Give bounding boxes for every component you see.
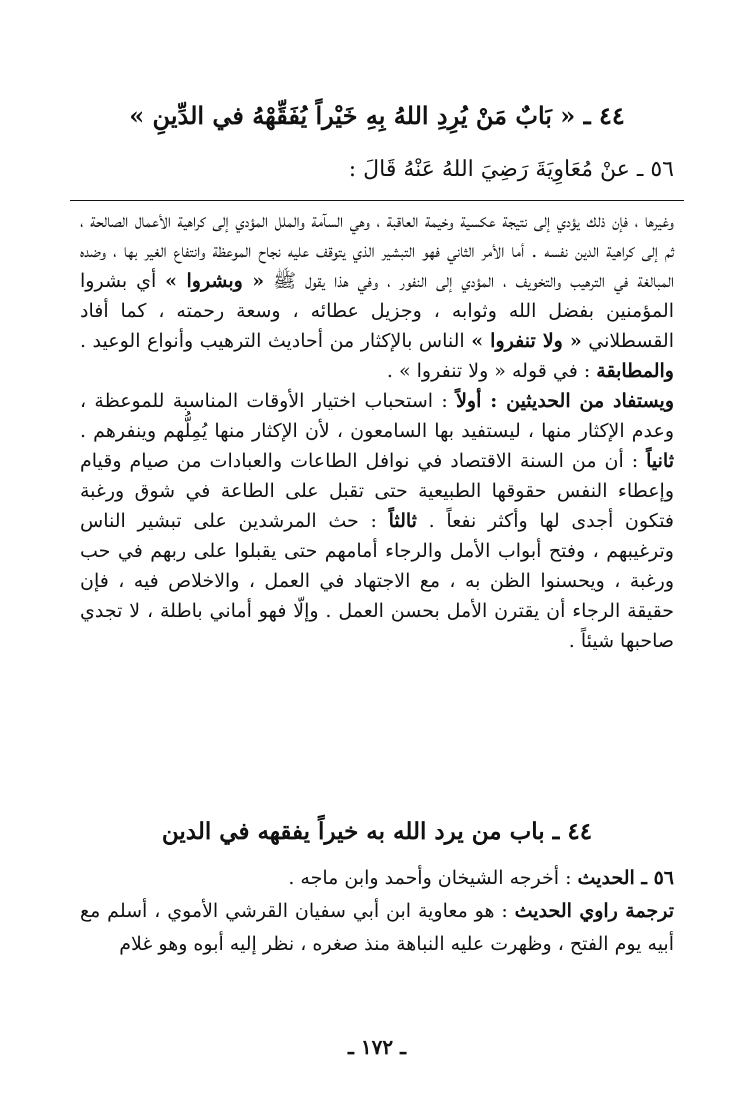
notes-label-hadith: ٥٦ ـ الحديث [577, 867, 674, 889]
p1-quote-bashshiru: « وبشروا » [165, 270, 265, 292]
commentary-text [80, 206, 674, 656]
hadith-intro: ٥٦ ـ عنْ مُعَاوِيَةَ رَضِيَ اللهُ عَنْهُ قَالَ : [348, 157, 674, 182]
page-number: ـ ١٧٢ ـ [348, 1035, 406, 1059]
hadith-notes [80, 862, 674, 961]
book-page [80, 0, 674, 1094]
p2-text-third: : حث المرشدين على تبشير الناس وترغيبهم ، وفتح أبواب الأمل والرجاء أمامهم حتى يقبلوا على ربهم في حب ورغبة ، ويحسنوا الظن به ، مع الاجتهاد في العمل ، والاخلاص فيه ، فإن حقيقة الرجاء أن يقترن الأمل بحسن العمل . وإلّا فهو أماني باطلة ، لا تجدي صاحبها شيئاً . [80, 510, 674, 652]
p2-text-first: : استحباب اختيار الأوقات المناسبة للموعظة ، وعدم الإكثار منها ، ليستفيد بها السامعون ، لأن الإكثار منها يُمِلُّهم وينفرهم . [80, 390, 674, 442]
chapter-heading-bottom: ٤٤ ـ باب من يرد الله به خيراً يفقهه في الدين [161, 818, 593, 845]
notes-label-narrator: ترجمة راوي الحديث [514, 900, 674, 922]
p1-mid: أي بشروا المؤمنين بفضل الله وثوابه ، وجزيل عطائه ، وسعة رحمته ، كما أفاد القسطلاني [80, 270, 674, 352]
p2-label-first: ويستفاد من الحديثين : أولاً [456, 390, 675, 412]
commentary-paragraph-1 [80, 206, 674, 386]
notes-line-2 [80, 895, 674, 961]
p1-main: وغيرها ، فإن ذلك يؤدي إلى نتيجة عكسية وخيمة العاقبة ، وهي السآمة والملل المؤدي إلى كراهية الأعمال الصالحة ، ثم إلى كراهية الدين نفسه . أما الأمر الثاني فهو التبشير الذي يتوقف عليه نجاح الموعظة وانتفاع الغير بها ، وضده المبالغة في الترهيب والتخويف ، المؤدي إلى النفور ، وفي هذا يقول ﷺ [80, 210, 674, 292]
p1-label-mutabaqa: والمطابقة [596, 360, 674, 382]
chapter-heading-top: ٤٤ ـ « بَابٌ مَنْ يُرِدِ اللهُ بِهِ خَيْراً يُفَقِّهْهُ في الدِّينِ » [129, 101, 625, 130]
p1-tail: : في قوله « ولا تنفروا » . [386, 360, 591, 382]
notes-text-hadith: : أخرجه الشيخان وأحمد وابن ماجه . [288, 867, 572, 889]
p1-end: الناس بالإكثار من أحاديث الترهيب وأنواع الوعيد . [80, 330, 465, 352]
notes-line-1 [80, 862, 674, 895]
p1-quote-la-tunaffiru: « ولا تنفروا » [471, 330, 582, 352]
p2-text-second: : أن من السنة الاقتصاد في نوافل الطاعات والعبادات من صيام وقيام وإعطاء النفس حقوقها الطبيعية حتى تقبل على الطاعة في شوق ورغبة فتكون أجدى لها وأكثر نفعاً . [80, 450, 675, 532]
p2-label-second: ثانياً [646, 450, 674, 472]
p2-label-third: ثالثاً [388, 510, 417, 532]
notes-text-narrator: : هو معاوية ابن أبي سفيان القرشي الأموي ، أسلم مع أبيه يوم الفتح ، وظهرت عليه النباهة منذ صغره ، نظر إليه أبوه وهو غلام [80, 900, 674, 955]
horizontal-divider [70, 200, 684, 201]
commentary-paragraph-2 [80, 386, 674, 656]
